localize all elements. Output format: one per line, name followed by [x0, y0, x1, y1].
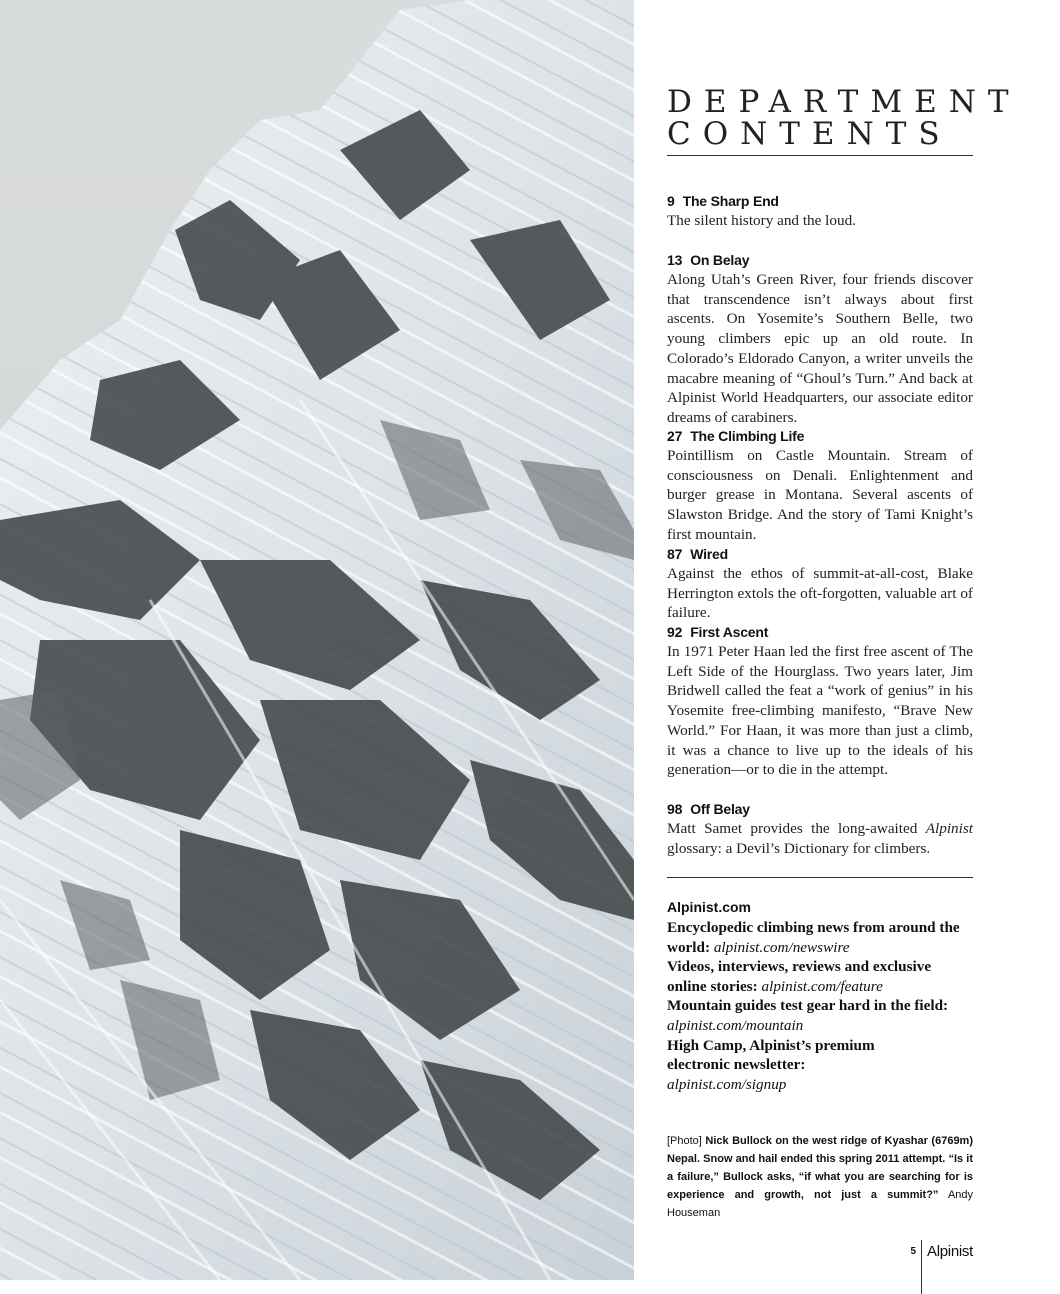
- magazine-name: Alpinist: [927, 1242, 973, 1260]
- entry-body: Against the ethos of summit-at-all-cost, Blake Herrington extols the oft-forgotten, valuable art of failure.: [667, 565, 973, 622]
- caption-text: Nick Bullock on the west ridge of Kyashar (6769m) Nepal. Snow and hail ended this spring 2011 attempt. “Is it a failure,” Bullock asks, “if what you are searching for is experience and growth, not just a summit?”: [667, 1135, 974, 1201]
- entry-page-number: 27: [667, 428, 683, 444]
- folio: [910, 1224, 973, 1278]
- entry-page-number: 13: [667, 252, 683, 268]
- page-title: [667, 84, 1021, 152]
- entry-body: Pointillism on Castle Mountain. Stream of consciousness on Denali. Enlightenment and burger grease in Montana. Several ascents of Slawston Bridge. And the story of Tami Knight’s first mountain.: [667, 447, 973, 543]
- title-line-1: DEPARTMENT: [667, 84, 1021, 120]
- title-rule: [667, 155, 973, 156]
- web-item: Encyclopedic climbing news from around the world: alpinist.com/newswire: [667, 919, 960, 956]
- entry-title: Off Belay: [690, 801, 750, 817]
- web-link[interactable]: alpinist.com/newswire: [713, 938, 850, 956]
- caption-tag: [Photo]: [667, 1135, 702, 1147]
- entry-page-number: 9: [667, 193, 675, 209]
- entry-on-belay: [667, 251, 973, 428]
- entry-page-number: 98: [667, 801, 683, 817]
- web-item: Videos, interviews, reviews and exclusive online stories: alpinist.com/feature: [667, 958, 932, 995]
- entry-off-belay: [667, 800, 973, 858]
- entry-title: The Sharp End: [682, 193, 779, 209]
- entry-body: Matt Samet provides the long-awaited Alpinist glossary: a Devil’s Dictionary for climbers.: [667, 820, 973, 857]
- entry-body: The silent history and the loud.: [667, 212, 856, 229]
- section-rule: [667, 877, 973, 878]
- entry-first-ascent: [667, 623, 973, 780]
- entry-body: Along Utah’s Green River, four friends discover that transcendence isn’t always about first ascents. On Yosemite’s Southern Belle, two young climbers epic up an old route. In Colorado’s Eldorado Canyon, a writer unveils the macabre meaning of “Ghoul’s Turn.” And back at Alpinist World Headquarters, our associate editor dreams of carabiners.: [667, 271, 973, 426]
- web-item: High Camp, Alpinist’s premium electronic newsletter: alpinist.com/signup: [667, 1036, 875, 1093]
- web-link[interactable]: alpinist.com/signup: [667, 1075, 787, 1093]
- title-line-2: CONTENTS: [667, 116, 952, 152]
- web-section: [667, 898, 973, 1094]
- web-title[interactable]: Alpinist.com: [667, 899, 752, 915]
- entry-title: On Belay: [690, 252, 750, 268]
- entry-body: In 1971 Peter Haan led the first free ascent of The Left Side of the Hourglass. Two years later, Jim Bridwell called the feat a “work of genius” in his Yosemite free-climbing manifesto, “Brave New World.” For Haan, it was more than just a climb, it was a chance to live up to the ideals of his generation—or to die in the attempt.: [667, 643, 973, 779]
- photo-caption: [667, 1132, 973, 1222]
- entry-title: Wired: [690, 546, 728, 562]
- web-item: Mountain guides test gear hard in the field: alpinist.com/mountain: [667, 997, 949, 1034]
- photo-credit: Andy Houseman: [667, 1189, 974, 1219]
- entry-climbing-life: [667, 427, 973, 545]
- entry-sharp-end: [667, 192, 973, 231]
- folio-divider: [921, 1240, 922, 1294]
- entry-page-number: 92: [667, 624, 683, 640]
- entry-title: First Ascent: [690, 624, 769, 640]
- entry-page-number: 87: [667, 546, 683, 562]
- entry-wired: [667, 545, 973, 623]
- page-number: 5: [910, 1245, 917, 1257]
- entry-title: The Climbing Life: [690, 428, 805, 444]
- web-link[interactable]: alpinist.com/feature: [761, 977, 883, 995]
- web-link[interactable]: alpinist.com/mountain: [667, 1016, 804, 1034]
